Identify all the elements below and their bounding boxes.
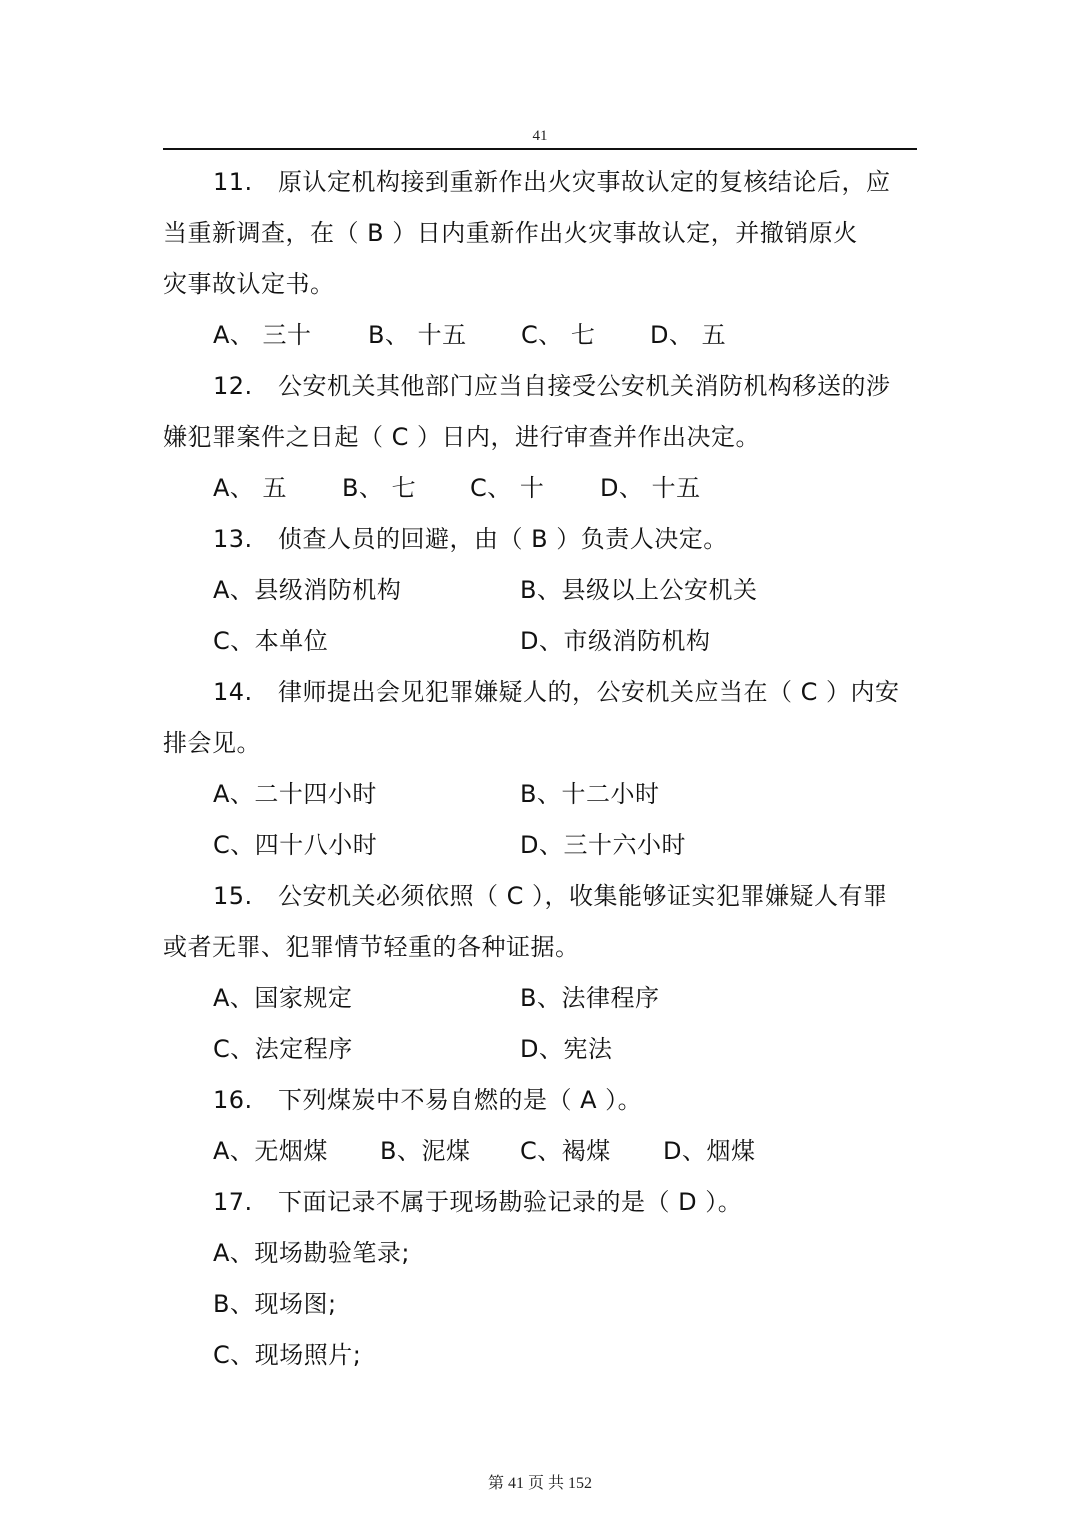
option-a: A、 五	[213, 474, 288, 502]
option-d: D、三十六小时	[520, 831, 686, 859]
option-b: B、泥煤	[380, 1137, 471, 1165]
question-12-line-2: 嫌犯罪案件之日起（ C ）日内，进行审查并作出决定。	[163, 423, 761, 451]
question-15-options-row-2	[163, 1024, 917, 1075]
question-13-line-1	[163, 514, 917, 565]
option-b: B、十二小时	[520, 780, 660, 808]
option-d: D、烟煤	[663, 1137, 756, 1165]
option-c: C、本单位	[213, 627, 329, 655]
question-14-line-2: 排会见。	[163, 729, 261, 757]
question-15-line-1	[163, 871, 917, 922]
footer-page-indicator: 第 41 页 共 152	[487, 1475, 592, 1492]
document-body	[163, 157, 917, 1381]
question-text: 公安机关必须依照（ C ），收集能够证实犯罪嫌疑人有罪	[278, 882, 888, 910]
question-11-options	[163, 310, 917, 361]
option-c: C、四十八小时	[213, 831, 378, 859]
question-17-option-c: C、现场照片;	[213, 1341, 362, 1369]
option-d: D、市级消防机构	[520, 627, 711, 655]
option-a: A、二十四小时	[213, 780, 377, 808]
question-17-line-1	[163, 1177, 917, 1228]
option-c: C、 十	[470, 474, 545, 502]
question-11-line-3: 灾事故认定书。	[163, 270, 335, 298]
question-12-line-1	[163, 361, 917, 412]
question-14-options-row-2	[163, 820, 917, 871]
option-d: D、 五	[650, 321, 727, 349]
option-d: D、 十五	[600, 474, 701, 502]
question-13-options-row-1	[163, 565, 917, 616]
question-text: 原认定机构接到重新作出火灾事故认定的复核结论后，应	[278, 168, 891, 196]
question-16-options	[163, 1126, 917, 1177]
question-number: 12.	[213, 372, 253, 400]
question-text: 律师提出会见犯罪嫌疑人的，公安机关应当在（ C ）内安	[278, 678, 900, 706]
question-text: 公安机关其他部门应当自接受公安机关消防机构移送的涉	[278, 372, 891, 400]
option-b: B、 十五	[368, 321, 467, 349]
option-a: A、国家规定	[213, 984, 353, 1012]
question-11-line-1	[163, 157, 917, 208]
option-a: A、 三十	[213, 321, 312, 349]
question-12-options	[163, 463, 917, 514]
question-16-line-1	[163, 1075, 917, 1126]
option-c: C、褐煤	[520, 1137, 611, 1165]
question-number: 17.	[213, 1188, 253, 1216]
header-rule	[163, 148, 917, 150]
question-13-options-row-2	[163, 616, 917, 667]
question-17-option-a: A、现场勘验笔录;	[213, 1239, 411, 1267]
option-b: B、法律程序	[520, 984, 660, 1012]
option-b: B、 七	[342, 474, 417, 502]
header-page-number: 41	[532, 128, 548, 144]
question-15-options-row-1	[163, 973, 917, 1024]
question-text: 侦查人员的回避，由（ B ）负责人决定。	[278, 525, 728, 553]
question-number: 14.	[213, 678, 253, 706]
option-c: C、 七	[521, 321, 596, 349]
question-number: 16.	[213, 1086, 253, 1114]
question-text: 下面记录不属于现场勘验记录的是（ D ）。	[278, 1188, 743, 1216]
question-17-option-b: B、现场图;	[213, 1290, 337, 1318]
question-15-line-2: 或者无罪、犯罪情节轻重的各种证据。	[163, 933, 580, 961]
question-14-options-row-1	[163, 769, 917, 820]
question-14-line-1	[163, 667, 917, 718]
question-number: 15.	[213, 882, 253, 910]
question-number: 13.	[213, 525, 253, 553]
option-d: D、宪法	[520, 1035, 613, 1063]
question-text: 下列煤炭中不易自燃的是（ A ）。	[278, 1086, 643, 1114]
option-a: A、无烟煤	[213, 1137, 328, 1165]
question-number: 11.	[213, 168, 253, 196]
option-a: A、县级消防机构	[213, 576, 402, 604]
option-c: C、法定程序	[213, 1035, 353, 1063]
question-11-line-2: 当重新调查，在（ B ）日内重新作出火灾事故认定，并撤销原火	[163, 219, 858, 247]
option-b: B、县级以上公安机关	[520, 576, 758, 604]
